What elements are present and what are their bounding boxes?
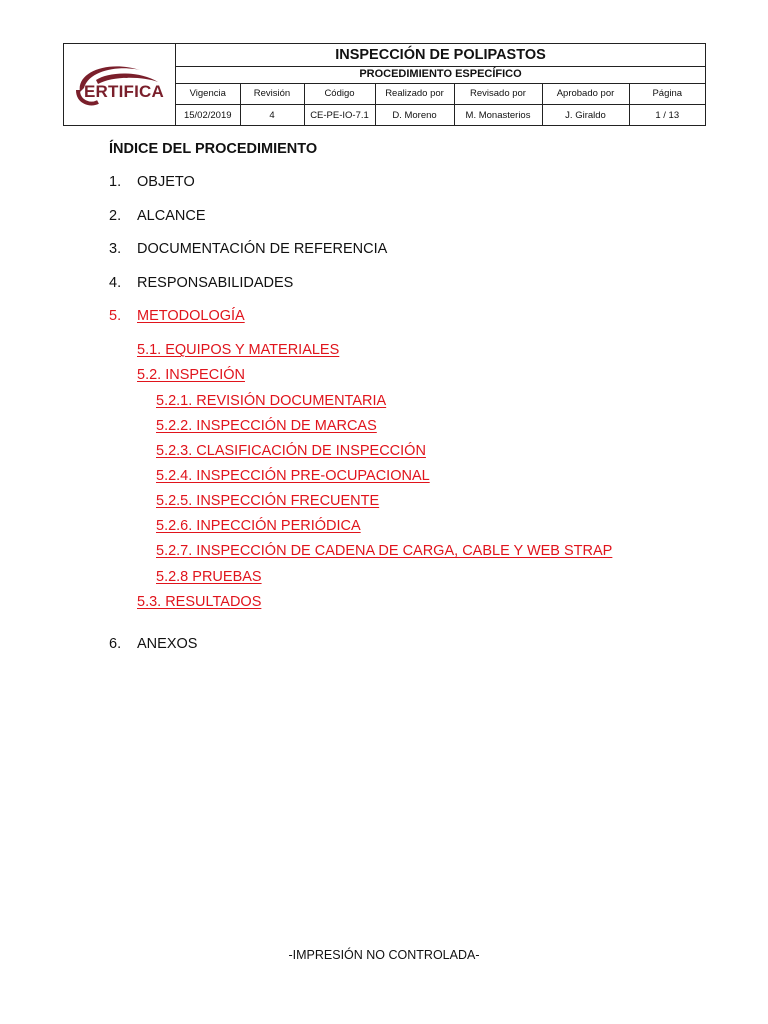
toc-link-5-2-1[interactable]: 5.2.1. REVISIÓN DOCUMENTARIA (156, 393, 387, 409)
realizado-value: D. Moreno (375, 105, 454, 126)
toc-link-5-2-8[interactable]: 5.2.8 PRUEBAS (156, 569, 262, 585)
toc-item-label: ALCANCE (137, 208, 206, 224)
toc-item-label: RESPONSABILIDADES (137, 275, 294, 291)
toc-link-5-2-4[interactable]: 5.2.4. INSPECCIÓN PRE-OCUPACIONAL (156, 468, 430, 484)
codigo-label: Código (304, 83, 375, 105)
logo-text: ERTIFICA (84, 82, 164, 101)
revisado-label: Revisado por (454, 83, 542, 105)
toc-item-number: 5. (109, 308, 122, 324)
realizado-label: Realizado por (375, 83, 454, 105)
toc-item-label: ANEXOS (137, 636, 198, 652)
aprobado-label: Aprobado por (542, 83, 629, 105)
logo-cell (64, 44, 176, 125)
toc-link-5-2-6[interactable]: 5.2.6. INPECCIÓN PERIÓDICA (156, 518, 361, 534)
pagina-value: 1 / 13 (629, 105, 705, 126)
toc-item-number: 3. (109, 241, 122, 257)
codigo-value: CE-PE-IO-7.1 (304, 105, 375, 126)
toc-link-5-2-2[interactable]: 5.2.2. INSPECCIÓN DE MARCAS (156, 418, 377, 434)
vigencia-value: 15/02/2019 (183, 109, 232, 121)
toc-item-label: DOCUMENTACIÓN DE REFERENCIA (137, 241, 388, 257)
document-title: INSPECCIÓN DE POLIPASTOS (176, 44, 705, 67)
revision-label: Revisión (240, 83, 304, 105)
header-labels-row (176, 83, 705, 105)
header-values-row (176, 105, 705, 126)
footer-note: -IMPRESIÓN NO CONTROLADA- (288, 948, 480, 962)
toc-item-number: 6. (109, 636, 122, 652)
document-subtitle: PROCEDIMIENTO ESPECÍFICO (176, 66, 705, 84)
document-header (63, 43, 706, 126)
toc-link-metodologia[interactable]: METODOLOGÍA (137, 308, 245, 324)
toc-link-5-2[interactable]: 5.2. INSPECIÓN (137, 367, 245, 383)
toc-link-5-2-7[interactable]: 5.2.7. INSPECCIÓN DE CADENA DE CARGA, CABLE Y WEB STRAP (156, 543, 613, 559)
revisado-value: M. Monasterios (454, 105, 542, 126)
toc-title: ÍNDICE DEL PROCEDIMIENTO (109, 141, 318, 157)
document-control-table (176, 83, 705, 125)
vigencia-label: Vigencia (176, 83, 240, 105)
toc-link-5-2-3[interactable]: 5.2.3. CLASIFICACIÓN DE INSPECCIÓN (156, 443, 426, 459)
pagina-label: Página (629, 83, 705, 105)
toc-link-5-1[interactable]: 5.1. EQUIPOS Y MATERIALES (137, 342, 340, 358)
toc-link-5-3[interactable]: 5.3. RESULTADOS (137, 594, 262, 610)
toc-item-number: 4. (109, 275, 122, 291)
toc-item-label: OBJETO (137, 174, 195, 190)
revision-value: 4 (240, 105, 304, 126)
toc-link-5-2-5[interactable]: 5.2.5. INSPECCIÓN FRECUENTE (156, 493, 380, 509)
aprobado-value: J. Giraldo (542, 105, 629, 126)
toc-item-number: 2. (109, 208, 122, 224)
toc-item-number: 1. (109, 174, 122, 190)
